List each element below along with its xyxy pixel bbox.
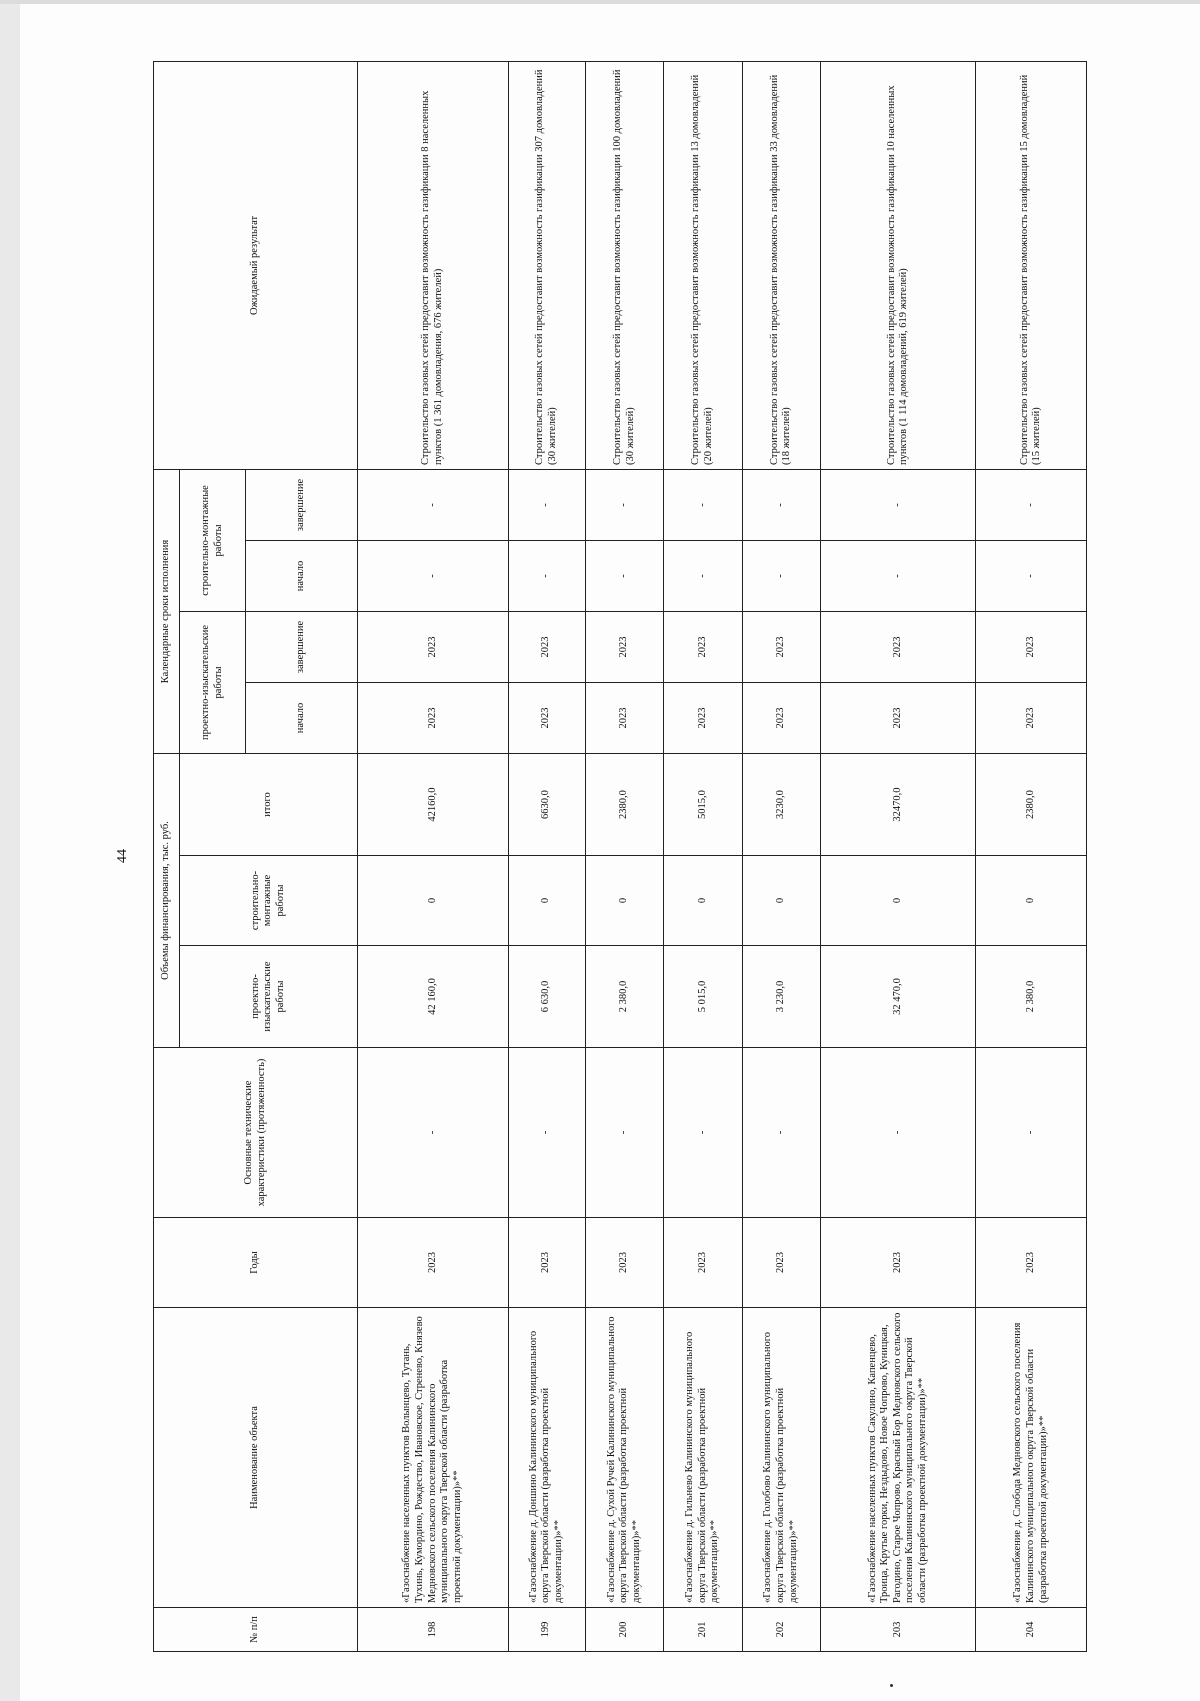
object-name: «Газоснабжение д. Сухой Ручей Калининского муниципального округа Тверской области (разработка проектной документации)»**	[585, 1308, 663, 1608]
design-end-cell: 2023	[976, 611, 1087, 682]
result-cell: Строительство газовых сетей предоставит возможность газификации 15 домовладений (15 жителей)	[976, 61, 1087, 469]
finance-design-cell: 6 630,0	[508, 946, 585, 1048]
finance-total-cell: 2380,0	[585, 753, 663, 855]
row-num: 199	[508, 1608, 585, 1652]
header-design-end: завершение	[246, 611, 358, 682]
header-construction-end: завершение	[246, 469, 358, 540]
design-start-cell: 2023	[508, 682, 585, 753]
year-cell: 2023	[664, 1218, 742, 1308]
construction-start-cell: -	[976, 540, 1087, 611]
table-row	[358, 61, 509, 1651]
design-end-cell: 2023	[358, 611, 509, 682]
object-name: «Газоснабжение д. Голобово Калининского муниципального округа Тверской области (разработка проектной документации)»**	[742, 1308, 820, 1608]
object-name: «Газоснабжение д. Гильнево Калининского муниципального округа Тверской области (разработка проектной документации)»**	[664, 1308, 742, 1608]
finance-construction-cell: 0	[358, 856, 509, 946]
design-end-cell: 2023	[508, 611, 585, 682]
tech-cell: -	[508, 1048, 585, 1218]
construction-end-cell: -	[820, 469, 976, 540]
scan-edge-left	[0, 0, 20, 1701]
year-cell: 2023	[820, 1218, 976, 1308]
finance-total-cell: 3230,0	[742, 753, 820, 855]
construction-start-cell: -	[508, 540, 585, 611]
header-tech: Основные технические характеристики (протяженность)	[154, 1048, 358, 1218]
object-name: «Газоснабжение населенных пунктов Сакулино, Капенцево, Троица, Крутые горки, Нездыдово, Новое Чопрово, Куницкая, Рагодино, Старое Чопрово, Красный Бор Медновского сельского поселения Калининского муниципального округа Тверской области (разработка проектной документации)»**	[820, 1308, 976, 1608]
design-end-cell: 2023	[820, 611, 976, 682]
finance-total-cell: 5015,0	[664, 753, 742, 855]
object-name: «Газоснабжение населенных пунктов Волынцево, Тутань, Тухинь, Кумордино, Рождество, Ивановское, Стренево, Князево Медновского сельского поселения Калининского муниципального округа Тверской области (разработка проектной документации)»**	[358, 1308, 509, 1608]
table-row	[820, 61, 976, 1651]
result-cell: Строительство газовых сетей предоставит возможность газификации 13 домовладений (20 жителей)	[664, 61, 742, 469]
scan-edge-top	[0, 0, 1200, 4]
construction-end-cell: -	[508, 469, 585, 540]
page-number: 44	[115, 849, 130, 863]
design-start-cell: 2023	[742, 682, 820, 753]
object-name: «Газоснабжение д. Слобода Медновского сельского поселения Калининского муниципального округа Тверской области (разработка проектной документации)»**	[976, 1308, 1087, 1608]
header-finance-design: проектно-изыскательские работы	[180, 946, 358, 1048]
result-cell: Строительство газовых сетей предоставит возможность газификации 8 населенных пунктов (1 361 домовладения, 676 жителей)	[358, 61, 509, 469]
year-cell: 2023	[742, 1218, 820, 1308]
scan-speck	[890, 1684, 893, 1687]
year-cell: 2023	[976, 1218, 1087, 1308]
row-num: 201	[664, 1608, 742, 1652]
table-row	[585, 61, 663, 1651]
table-row	[976, 61, 1087, 1651]
header-finance-group: Объемы финансирования, тыс. руб.	[154, 753, 180, 1047]
table-row	[508, 61, 585, 1651]
table-row	[664, 61, 742, 1651]
tech-cell: -	[742, 1048, 820, 1218]
finance-design-cell: 32 470,0	[820, 946, 976, 1048]
finance-construction-cell: 0	[664, 856, 742, 946]
finance-total-cell: 6630,0	[508, 753, 585, 855]
header-design-start: начало	[246, 682, 358, 753]
header-schedule-group: Календарные сроки исполнения	[154, 469, 180, 753]
finance-design-cell: 3 230,0	[742, 946, 820, 1048]
header-schedule-construction: строительно-монтажные работы	[180, 469, 246, 611]
design-end-cell: 2023	[585, 611, 663, 682]
finance-construction-cell: 0	[508, 856, 585, 946]
finance-design-cell: 42 160,0	[358, 946, 509, 1048]
object-name: «Газоснабжение д. Доншино Калининского муниципального округа Тверской области (разработка проектной документации)»**	[508, 1308, 585, 1608]
row-num: 200	[585, 1608, 663, 1652]
finance-design-cell: 2 380,0	[976, 946, 1087, 1048]
tech-cell: -	[358, 1048, 509, 1218]
row-num: 202	[742, 1608, 820, 1652]
header-finance-total: итого	[180, 753, 358, 855]
year-cell: 2023	[358, 1218, 509, 1308]
construction-end-cell: -	[976, 469, 1087, 540]
construction-start-cell: -	[664, 540, 742, 611]
construction-start-cell: -	[358, 540, 509, 611]
tech-cell: -	[820, 1048, 976, 1218]
financing-table	[153, 61, 1087, 1652]
header-construction-start: начало	[246, 540, 358, 611]
tech-cell: -	[976, 1048, 1087, 1218]
header-years: Годы	[154, 1218, 358, 1308]
construction-end-cell: -	[585, 469, 663, 540]
construction-end-cell: -	[664, 469, 742, 540]
finance-total-cell: 42160,0	[358, 753, 509, 855]
result-cell: Строительство газовых сетей предоставит возможность газификации 100 домовладений (30 жителей)	[585, 61, 663, 469]
table-body	[358, 61, 1087, 1651]
header-name: Наименование объекта	[154, 1308, 358, 1608]
design-start-cell: 2023	[664, 682, 742, 753]
finance-construction-cell: 0	[820, 856, 976, 946]
construction-start-cell: -	[742, 540, 820, 611]
table-row	[742, 61, 820, 1651]
finance-design-cell: 5 015,0	[664, 946, 742, 1048]
finance-total-cell: 2380,0	[976, 753, 1087, 855]
tech-cell: -	[585, 1048, 663, 1218]
header-finance-construction: строительно-монтажные работы	[180, 856, 358, 946]
construction-start-cell: -	[820, 540, 976, 611]
header-schedule-design: проектно-изыскательские работы	[180, 611, 246, 753]
design-start-cell: 2023	[358, 682, 509, 753]
finance-total-cell: 32470,0	[820, 753, 976, 855]
tech-cell: -	[664, 1048, 742, 1218]
table-header	[154, 61, 358, 1651]
year-cell: 2023	[585, 1218, 663, 1308]
design-end-cell: 2023	[664, 611, 742, 682]
header-result: Ожидаемый результат	[154, 61, 358, 469]
design-start-cell: 2023	[976, 682, 1087, 753]
finance-construction-cell: 0	[976, 856, 1087, 946]
year-cell: 2023	[508, 1218, 585, 1308]
construction-end-cell: -	[358, 469, 509, 540]
row-num: 203	[820, 1608, 976, 1652]
finance-construction-cell: 0	[742, 856, 820, 946]
row-num: 204	[976, 1608, 1087, 1652]
result-cell: Строительство газовых сетей предоставит возможность газификации 10 населенных пунктов (1 114 домовладений, 619 жителей)	[820, 61, 976, 469]
result-cell: Строительство газовых сетей предоставит возможность газификации 33 домовладений (18 жителей)	[742, 61, 820, 469]
header-num: № п/п	[154, 1608, 358, 1652]
construction-end-cell: -	[742, 469, 820, 540]
design-start-cell: 2023	[820, 682, 976, 753]
design-start-cell: 2023	[585, 682, 663, 753]
construction-start-cell: -	[585, 540, 663, 611]
design-end-cell: 2023	[742, 611, 820, 682]
rotated-table-wrapper	[153, 62, 1087, 1652]
result-cell: Строительство газовых сетей предоставит возможность газификации 307 домовладений (30 жителей)	[508, 61, 585, 469]
finance-construction-cell: 0	[585, 856, 663, 946]
finance-design-cell: 2 380,0	[585, 946, 663, 1048]
row-num: 198	[358, 1608, 509, 1652]
